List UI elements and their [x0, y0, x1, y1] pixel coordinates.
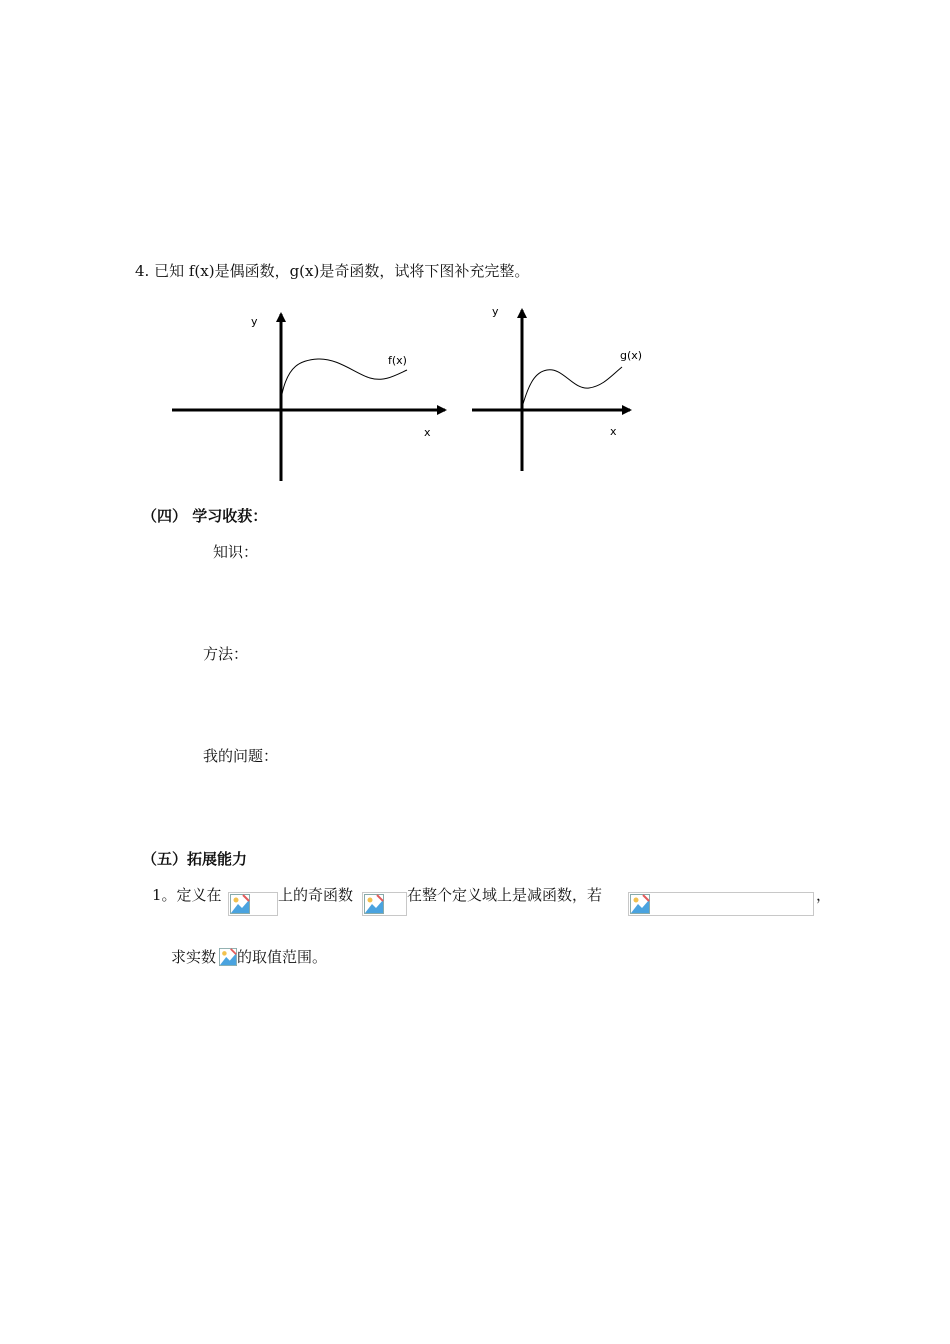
broken-image-icon: [364, 894, 384, 914]
g-curve: [523, 367, 622, 404]
x-label: x: [610, 425, 617, 438]
graph-f: [160, 300, 460, 490]
broken-image-formula-3: [628, 892, 814, 916]
question-4-text: 4. 已知 f(x)是偶函数，g(x)是奇函数，试将下图补充完整。: [135, 262, 530, 280]
problem-1-part-d: ，: [816, 886, 832, 904]
broken-image-icon: [219, 948, 237, 966]
broken-image-formula-2: [362, 892, 407, 916]
problem-1-part-a: 1。定义在: [152, 886, 222, 904]
curve-label-f: f(x): [388, 354, 407, 367]
knowledge-label: 知识：: [213, 543, 259, 561]
problem-1-part-f: 的取值范围。: [237, 948, 328, 966]
curve-label-g: g(x): [620, 349, 643, 362]
problem-1-part-b: 上的奇函数: [278, 886, 354, 904]
broken-image-icon: [630, 894, 650, 914]
problem-1-part-e: 求实数: [171, 948, 217, 966]
method-label: 方法：: [203, 645, 249, 663]
graph-g: [465, 300, 665, 480]
y-label: y: [251, 315, 258, 328]
section-5-title: （五）拓展能力: [142, 850, 248, 868]
broken-image-formula-1: [228, 892, 278, 916]
my-questions-label: 我的问题：: [203, 747, 279, 765]
x-label: x: [424, 426, 431, 439]
broken-image-variable: [219, 948, 237, 966]
section-4-title: （四） 学习收获：: [142, 507, 268, 525]
problem-1-part-c: 在整个定义域上是减函数，若: [407, 886, 603, 904]
broken-image-icon: [230, 894, 250, 914]
y-label: y: [492, 305, 499, 318]
